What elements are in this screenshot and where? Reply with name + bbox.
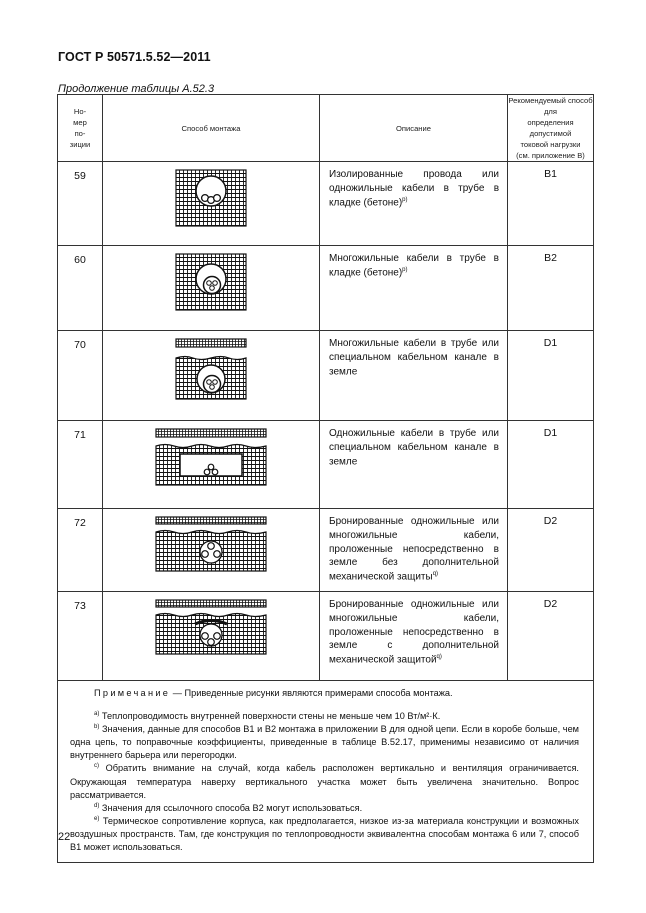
- figure-cell: [103, 246, 320, 331]
- figure-cell: [103, 509, 320, 592]
- row-description: [320, 421, 508, 509]
- row-number: 71: [58, 421, 103, 509]
- footnote: [70, 723, 579, 762]
- col-header-reference-line: Рекомендуемый способ для: [508, 96, 593, 116]
- row-number: 70: [58, 331, 103, 421]
- row-description: [320, 509, 508, 592]
- description-text: Бронированные одножильные или многожильные кабели, проложенные непосредственно в земле с дополнительной механической защитой: [329, 599, 499, 666]
- row-number: 72: [58, 509, 103, 592]
- notes-row: [58, 681, 594, 863]
- footnote-ref: q): [432, 571, 439, 578]
- footnote: [70, 802, 579, 815]
- table-row: [58, 331, 594, 421]
- col-header-reference-line: токовой нагрузки: [520, 140, 581, 149]
- table-row: [58, 421, 594, 509]
- description-text: Многожильные кабели в трубе в кладке (бетоне): [329, 253, 499, 279]
- footnote-text: Теплопроводимость внутренней поверхности стены не меньше чем 10 Вт/м²·К.: [101, 711, 441, 722]
- footnote-mark: b): [94, 724, 100, 731]
- figure-cell: [103, 162, 320, 246]
- duct-in-ground-figure: [155, 428, 267, 486]
- row-method: D1: [508, 331, 594, 421]
- footnote-text: Термическое сопротивление корпуса, как предполагается, низкое из-за материала конструкции и возможных воздушных пространств. Там, где конструкция по теплопроводности эквивалентна способам монтажа 6 или 7, способ В1 может использоваться.: [70, 815, 579, 852]
- col-header-method: Способ монтажа: [103, 95, 320, 162]
- footnote-mark: d): [94, 802, 100, 809]
- note-text: — Приведенные рисунки являются примерами способа монтажа.: [172, 688, 453, 698]
- row-description: [320, 592, 508, 681]
- footnote-mark: a): [94, 711, 100, 718]
- footnote-text: Обратить внимание на случай, когда кабель расположен вертикально и вентиляция ограничивается. Окружающая температура наверху вертикального участка может быть увеличена значительно. Вопрос рассматривается.: [70, 763, 579, 800]
- row-number: 59: [58, 162, 103, 246]
- description-text: Изолированные провода или одножильные кабели в трубе в кладке (бетоне): [329, 169, 499, 208]
- row-method: B2: [508, 246, 594, 331]
- row-method: D1: [508, 421, 594, 509]
- col-header-reference-line: (см. приложение В): [516, 151, 585, 160]
- note-primechanie: [70, 687, 579, 700]
- col-header-number-line: по-: [74, 129, 86, 138]
- footnote-mark: c): [94, 763, 99, 770]
- col-header-reference-line: определения допустимой: [527, 118, 574, 138]
- conduit-in-masonry-figure: [175, 169, 247, 227]
- footnote: [70, 815, 579, 854]
- footnote-ref: p): [402, 266, 408, 273]
- col-header-number-line: мер: [73, 118, 87, 127]
- footnote-ref: q): [436, 654, 442, 661]
- figure-cell: [103, 421, 320, 509]
- description-text: Многожильные кабели в трубе или специальном кабельном канале в земле: [329, 338, 499, 377]
- footnote: [70, 710, 579, 723]
- table-row: [58, 509, 594, 592]
- description-text: Одножильные кабели в трубе или специальном кабельном канале в земле: [329, 428, 499, 467]
- col-header-number: [58, 95, 103, 162]
- col-header-number-line: Но-: [73, 107, 87, 116]
- row-description: [320, 331, 508, 421]
- figure-cell: [103, 331, 320, 421]
- row-number: 60: [58, 246, 103, 331]
- col-header-description: Описание: [320, 95, 508, 162]
- footnote-ref: p): [402, 196, 408, 203]
- row-method: D2: [508, 509, 594, 592]
- footnote-text: Значения для ссылочного способа В2 могут использоваться.: [101, 802, 363, 813]
- table-row: [58, 592, 594, 681]
- note-label: Примечание: [94, 688, 171, 698]
- footnote-mark: e): [94, 815, 100, 822]
- page-number: 22: [58, 831, 71, 843]
- row-description: [320, 246, 508, 331]
- footnote: [70, 762, 579, 801]
- multicore-conduit-in-masonry-figure: [175, 253, 247, 311]
- conduit-in-ground-figure: [175, 338, 247, 400]
- col-header-number-line: зиции: [69, 140, 91, 149]
- row-method: B1: [508, 162, 594, 246]
- description-text: Бронированные одножильные или многожильные кабели, проложенные непосредственно в земле без дополнительной механической защиты: [329, 516, 499, 583]
- table-row: [58, 246, 594, 331]
- table-header-row: [58, 95, 594, 162]
- direct-burial-figure: [155, 516, 267, 572]
- col-header-reference: [508, 95, 594, 162]
- document-header: ГОСТ Р 50571.5.52—2011: [58, 50, 211, 64]
- footnote-text: Значения, данные для способов B1 и B2 монтажа в приложении В для одной цепи. Если в коробе больше, чем одна цепь, то поправочные коэффициенты, приведенные в таблице В.52.17, применимы независимо от наличия внутреннего барьера или перегородки.: [70, 724, 579, 761]
- table-notes: [58, 681, 594, 863]
- direct-burial-protected-figure: [155, 599, 267, 655]
- table-row: [58, 162, 594, 246]
- figure-cell: [103, 592, 320, 681]
- table-caption: Продолжение таблицы А.52.3: [58, 83, 215, 95]
- row-number: 73: [58, 592, 103, 681]
- installation-methods-table: [57, 94, 594, 863]
- row-description: [320, 162, 508, 246]
- row-method: D2: [508, 592, 594, 681]
